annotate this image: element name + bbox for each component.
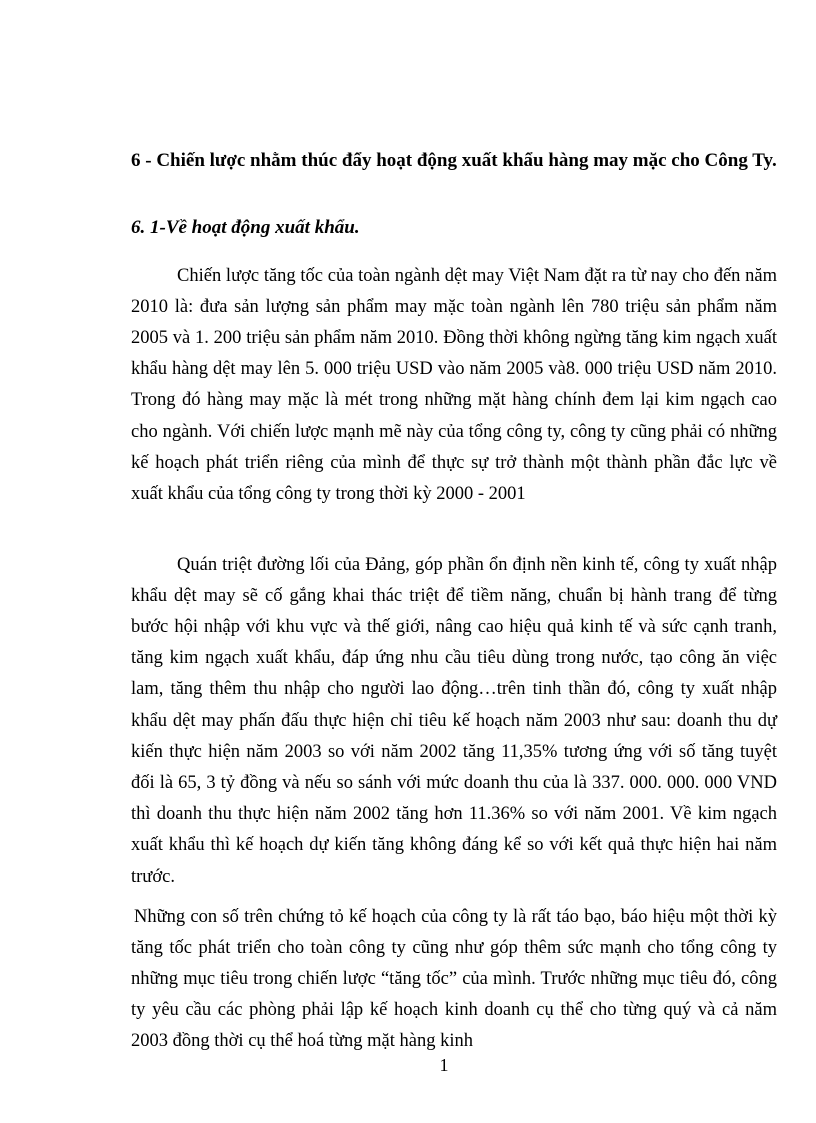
body-paragraph-2: Quán triệt đường lối của Đảng, góp phần ổn định nền kinh tế, công ty xuất nhập khẩu dệt may sẽ cố gắng khai thác triệt để tiềm năng, chuẩn bị hành trang để từng bước hội nhập với khu vực và thế giới, nâng cao hiệu quả kinh tế và sức cạnh tranh, tăng kim ngạch xuất khẩu, đáp ứng nhu cầu tiêu dùng trong nước, tạo công ăn việc lam, tăng thêm thu nhập cho người lao động…trên tinh thần đó, công ty xuất nhập khẩu dệt may phấn đấu thực hiện chỉ tiêu kế hoạch năm 2003 như sau: doanh thu dự kiến thực hiện năm 2003 so với năm 2002 tăng 11,35% tương ứng với số tăng tuyệt đối là 65, 3 tỷ đồng và nếu so sánh với mức doanh thu của là 337. 000. 000. 000 VND thì doanh thu thực hiện năm 2002 tăng hơn 11.36% so với năm 2001. Về kim ngạch xuất khẩu thì kế hoạch dự kiến tăng không đáng kể so với kết quả thực hiện hai năm trước. [131, 554, 777, 887]
body-paragraph-1: Chiến lược tăng tốc của toàn ngành dệt may Việt Nam đặt ra từ nay cho đến năm 2010 là: đưa sản lượng sản phẩm may mặc toàn ngành lên 780 triệu sản phẩm năm 2005 và 1. 200 triệu sản phẩm năm 2010. Đồng thời không ngừng tăng kim ngạch xuất khẩu hàng dệt may lên 5. 000 triệu USD vào năm 2005 và8. 000 triệu USD năm 2010. Trong đó hàng may mặc là mét trong những mặt hàng chính đem lại kim ngạch cao cho ngành. Với chiến lược mạnh mẽ này của tổng công ty, công ty cũng phải có những kế hoạch phát triển riêng của mình để thực sự trở thành một thành phần đắc lực về xuất khẩu của tổng công ty trong thời kỳ 2000 - 2001 [131, 265, 777, 504]
page-number: 1 [439, 1055, 449, 1075]
section-heading: 6 - Chiến lược nhằm thúc đẩy hoạt động xuất khẩu hàng may mặc cho Công Ty. [131, 150, 777, 171]
subsection-heading: 6. 1-Về hoạt động xuất khẩu. [131, 217, 360, 238]
body-paragraph-3: Những con số trên chứng tỏ kế hoạch của công ty là rất táo bạo, báo hiệu một thời kỳ tăng tốc phát triển cho toàn công ty cũng như góp thêm sức mạnh cho tổng công ty những mục tiêu trong chiến lược “tăng tốc” của mình. Trước những mục tiêu đó, công ty yêu cầu các phòng phải lập kế hoạch kinh doanh cụ thể cho từng quý và cả năm 2003 đồng thời cụ thể hoá từng mặt hàng kinh [131, 906, 777, 1052]
